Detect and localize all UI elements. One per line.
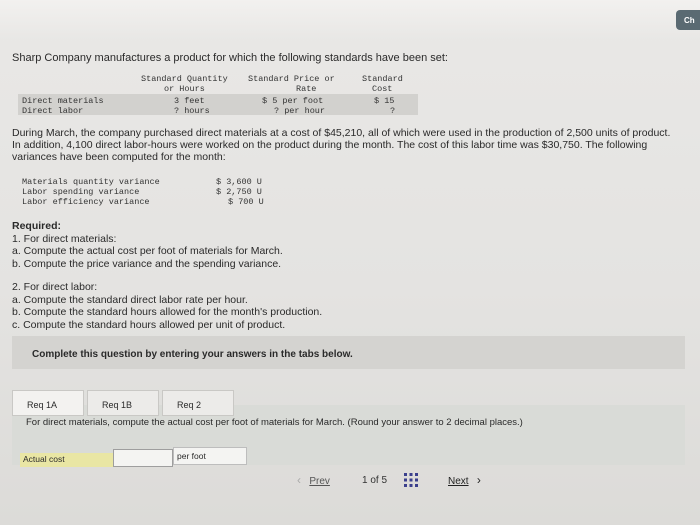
header-cost-2: Cost xyxy=(372,84,393,94)
grid-icon[interactable] xyxy=(404,473,418,487)
variance-value: $ 3,600 U xyxy=(216,177,262,187)
row-labor-qty: ? hours xyxy=(174,106,210,116)
page-indicator xyxy=(362,475,387,486)
problem-paragraph: During March, the company purchased direct materials at a cost of $45,210, all of which were used in the production of 2,500 units of product. In addition, 4,100 direct labor-hours were worked on the product during the month. The cost of this labor time was $30,750. The following variances have been computed for the month: xyxy=(12,127,671,163)
row-labor-label: Direct labor xyxy=(22,106,84,116)
prev-button[interactable] xyxy=(297,473,330,487)
required-line: a. Compute the actual cost per foot of materials for March. xyxy=(12,245,283,257)
tab-req-1b[interactable] xyxy=(87,390,159,416)
tab-label: Req 2 xyxy=(177,400,202,410)
labor-line: b. Compute the standard hours allowed for the month's production. xyxy=(12,306,323,318)
required-line: b. Compute the price variance and the spending variance. xyxy=(12,257,282,270)
header-price-2: Rate xyxy=(296,84,317,94)
variance-value: $ 700 U xyxy=(228,197,264,207)
tab-req-1a[interactable] xyxy=(12,390,84,416)
variances-table xyxy=(22,177,282,207)
standards-table xyxy=(18,74,418,122)
chat-button[interactable] xyxy=(676,10,700,30)
answer-label: Actual cost xyxy=(20,453,114,467)
required-line: 1. For direct materials: xyxy=(12,232,117,245)
instruction-text: For direct materials, compute the actual cost per foot of materials for March. (Round your answer to 2 decimal places.) xyxy=(26,417,523,428)
header-cost-1: Standard xyxy=(362,74,403,84)
intro-text: Sharp Company manufactures a product for which the following standards have been set: xyxy=(12,52,448,64)
prev-label: Prev xyxy=(309,476,330,487)
row-materials-label: Direct materials xyxy=(22,96,104,106)
chat-label: Ch xyxy=(684,15,695,25)
page-number: 1 xyxy=(362,475,368,486)
variance-value: $ 2,750 U xyxy=(216,187,262,197)
actual-cost-input[interactable] xyxy=(113,449,173,467)
required-section xyxy=(12,220,283,270)
labor-line: c. Compute the standard hours allowed per unit of product. xyxy=(12,318,286,331)
top-bar xyxy=(0,0,700,40)
labor-line: a. Compute the standard direct labor rate per hour. xyxy=(12,293,248,306)
row-materials-price: $ 5 per foot xyxy=(262,96,324,106)
header-price-1: Standard Price or xyxy=(248,74,335,84)
next-label: Next xyxy=(448,476,469,487)
labor-line: 2. For direct labor: xyxy=(12,281,98,293)
complete-instruction xyxy=(12,336,685,369)
variance-label: Materials quantity variance xyxy=(22,177,160,187)
tab-label: Req 1B xyxy=(102,400,133,410)
variance-label: Labor efficiency variance xyxy=(22,197,150,207)
answer-unit: per foot xyxy=(173,447,247,465)
header-qty-1: Standard Quantity xyxy=(141,74,228,84)
row-labor-cost: ? xyxy=(390,106,396,116)
required-heading: Required: xyxy=(12,220,62,232)
labor-requirements xyxy=(12,281,322,331)
row-materials-qty: 3 feet xyxy=(174,96,205,106)
tab-label: Req 1A xyxy=(27,400,58,410)
complete-text: Complete this question by entering your answers in the tabs below. xyxy=(32,349,353,360)
variance-label: Labor spending variance xyxy=(22,187,140,197)
next-button[interactable] xyxy=(448,473,481,487)
row-materials-cost: $ 15 xyxy=(374,96,395,106)
page-total: of 5 xyxy=(370,475,388,486)
chevron-right-icon: › xyxy=(476,473,481,487)
header-qty-2: or Hours xyxy=(164,84,205,94)
row-labor-price: ? per hour xyxy=(274,106,326,116)
tab-req-2[interactable] xyxy=(162,390,234,416)
chevron-left-icon: ‹ xyxy=(297,473,301,487)
